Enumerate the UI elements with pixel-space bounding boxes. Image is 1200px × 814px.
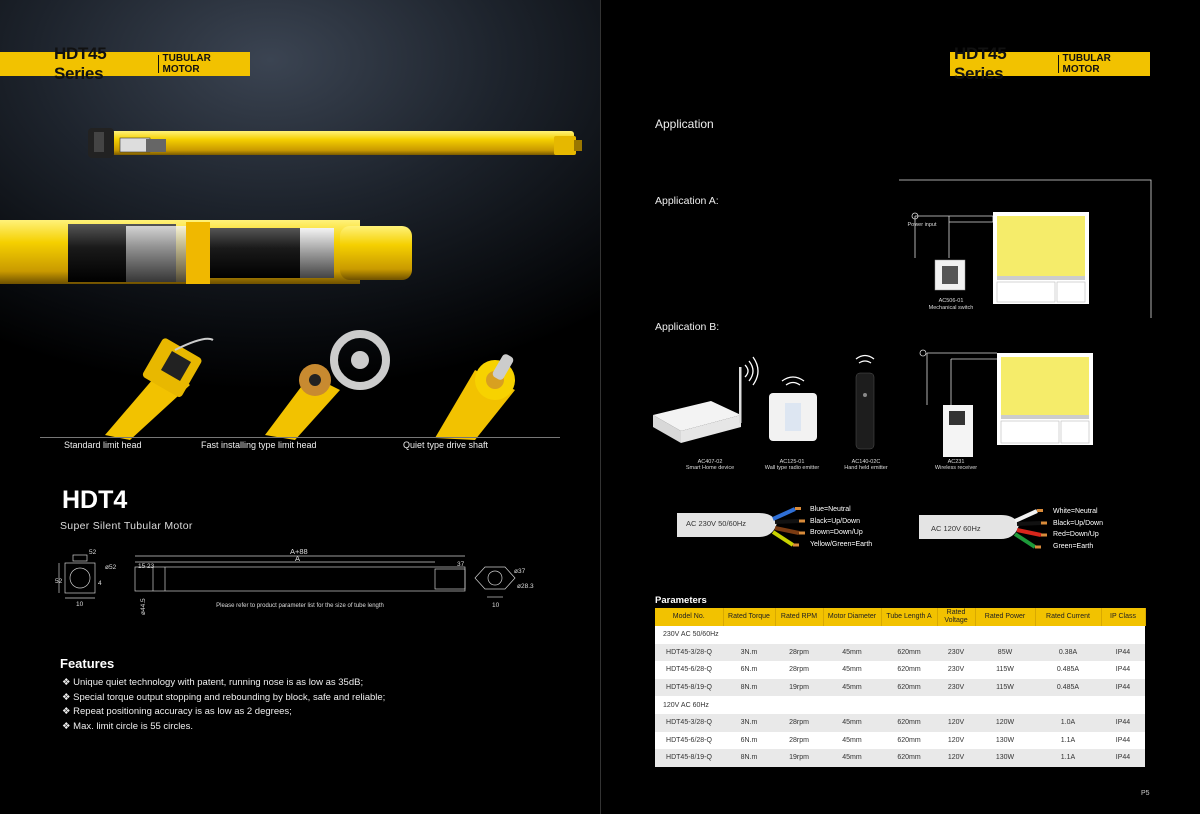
table-cell: 1.1A [1035,732,1101,750]
series-banner-right [950,44,1150,83]
table-cell: 19rpm [775,749,823,767]
table-cell: 0.38A [1035,644,1101,662]
features-list [62,676,385,734]
column-header: Rated RPM [775,608,823,626]
table-cell: 45mm [823,732,881,750]
table-cell: 45mm [823,749,881,767]
table-cell: 130W [975,732,1035,750]
cable-230v-wire [775,521,799,522]
table-cell: 120V [937,714,975,732]
table-cell: 45mm [823,679,881,697]
device-code-hand-held: AC140-02C [851,459,881,465]
dim-phi52: ø52 [105,564,117,571]
cable-230v-wire [773,532,793,545]
diamond-bullet-icon: ❖ [62,691,74,703]
table-cell: 620mm [881,679,937,697]
table-cell: HDT45-8/19-Q [655,749,723,767]
table-cell: 0.485A [1035,679,1101,697]
cable-230v-label: AC 230V 50/60Hz [686,519,747,528]
cable-230v-wire [775,528,799,533]
table-cell: 45mm [823,644,881,662]
table-cell: HDT45-3/28-Q [655,644,723,662]
table-cell: 115W [975,661,1035,679]
mechanical-switch-code: AC506-01 [938,298,964,304]
model-title: HDT4 [62,486,128,514]
parameters-title: Parameters [655,595,707,606]
table-cell: 230V [937,679,975,697]
table-cell: 85W [975,644,1035,662]
column-header: Model No. [655,608,723,626]
table-cell: IP44 [1101,749,1145,767]
wire-label: Black=Up/Down [810,517,860,525]
dim-phi37: ø37 [514,568,526,575]
motor-closeup-image [0,216,420,288]
application-a-diagram [899,178,1161,318]
wire-label: Red=Down/Up [1053,531,1099,538]
table-cell: HDT45-6/28-Q [655,732,723,750]
tube-length-note: Please refer to product parameter list for the size of tube length [216,603,384,609]
column-header: Rated Torque [723,608,775,626]
cable-120v-wire [1015,511,1037,521]
table-cell: IP44 [1101,679,1145,697]
dim-phi28-3: ø28.3 [517,583,534,590]
page-number: P5 [1141,790,1150,797]
dimension-drawing [55,545,545,625]
table-row [655,661,1145,679]
table-cell: 6N.m [723,732,775,750]
diamond-bullet-icon: ❖ [62,677,74,688]
device-code-receiver: AC231 [947,459,965,465]
wire-label: Blue=Neutral [810,506,851,513]
table-cell: IP44 [1101,644,1145,662]
table-cell: 28rpm [775,714,823,732]
cable-230v-wire-legend [810,504,872,550]
column-header: Rated Power [975,608,1035,626]
parameters-body [655,626,1145,767]
table-cell: 45mm [823,714,881,732]
caption-fast-installing-limit-head: Fast installing type limit head [201,440,317,450]
table-row [655,732,1145,750]
table-cell: HDT45-8/19-Q [655,679,723,697]
dim-10: 10 [76,601,84,608]
series-banner-left [0,44,250,83]
table-cell: 28rpm [775,732,823,750]
table-cell: 6N.m [723,661,775,679]
cable-120v-wire [1017,523,1041,524]
application-b-devices [651,345,1121,457]
feature-item: ❖ Unique quiet technology with patent, running nose is as low as 35dB; [62,677,364,688]
table-cell: 620mm [881,732,937,750]
dim-15: 15 [138,563,146,570]
application-b-title: Application B: [655,321,720,333]
cable-120v-label: AC 120V 60Hz [931,524,981,533]
series-name: HDT45 Series [54,44,107,83]
series-name: HDT45 Series [954,44,1007,83]
table-cell: 1.0A [1035,714,1101,732]
table-cell: 120V [937,732,975,750]
table-cell: HDT45-3/28-Q [655,714,723,732]
feature-item: ❖ Max. limit circle is 55 circles. [62,720,193,732]
dim-a: A [295,554,301,563]
device-name-hand-held: Hand held emitter [844,465,888,471]
table-cell: IP44 [1101,661,1145,679]
banner-divider [1058,55,1059,73]
column-header: Tube Length A [881,608,937,626]
table-row [655,749,1145,767]
parameters-header-row [655,608,1145,626]
power-input-label: Power input [907,222,937,228]
right-page [600,0,1200,814]
group-label: 120V AC 60Hz [655,696,1145,714]
cable-230v-wire [773,509,795,519]
cable-120v-wire [1015,534,1035,547]
application-title: Application [655,117,714,131]
table-group-row [655,626,1145,644]
diamond-bullet-icon: ❖ [62,720,74,732]
standard-limit-head-image [95,330,215,440]
dim-52-top: 52 [89,549,97,556]
model-subtitle: Super Silent Tubular Motor [60,520,193,532]
table-cell: 620mm [881,644,937,662]
feature-item: ❖ Special torque output stopping and rebounding by block, safe and reliable; [62,691,386,703]
table-cell: 230V [937,644,975,662]
series-type: TUBULAR MOTOR [162,53,211,75]
dim-10-right: 10 [492,602,500,609]
fast-installing-limit-head-image [255,330,395,440]
table-cell: 230V [937,661,975,679]
wire-label: Green=Earth [1053,542,1094,550]
table-cell: 620mm [881,749,937,767]
table-cell: 1.1A [1035,749,1101,767]
device-name-wall-emitter: Wall type radio emitter [764,465,820,471]
wire-label: Black=Up/Down [1053,519,1103,527]
device-code-wall-emitter: AC125-01 [779,459,805,465]
dim-37: 37 [457,561,465,568]
table-cell: 8N.m [723,679,775,697]
table-cell: IP44 [1101,714,1145,732]
wire-label: Yellow/Green=Earth [810,540,873,548]
device-name-smart-home: Smart Home device [685,465,735,471]
table-cell: 115W [975,679,1035,697]
caption-quiet-drive-shaft: Quiet type drive shaft [403,440,489,450]
table-cell: 3N.m [723,644,775,662]
parameters-table [655,608,1146,767]
tubular-motor-image [84,126,588,166]
banner-divider [158,55,159,73]
table-cell: 8N.m [723,749,775,767]
series-type: TUBULAR MOTOR [1062,53,1111,75]
dim-phi44-5: ø44.5 [140,598,147,615]
mechanical-switch-name: Mechanical switch [928,305,974,311]
column-header: Motor Diameter [823,608,881,626]
features-title: Features [60,656,115,671]
table-row [655,644,1145,662]
table-group-row [655,696,1145,714]
table-row [655,714,1145,732]
table-cell: 620mm [881,714,937,732]
table-cell: 3N.m [723,714,775,732]
application-a-title: Application A: [655,195,719,207]
quiet-drive-shaft-image [435,350,545,440]
dim-23: 23 [147,563,155,570]
table-row [655,679,1145,697]
table-cell: 19rpm [775,679,823,697]
dim-a-plus-88: A+88 [290,547,308,556]
wire-label: White=Neutral [1053,508,1098,515]
table-cell: HDT45-6/28-Q [655,661,723,679]
table-cell: 28rpm [775,644,823,662]
table-cell: 120W [975,714,1035,732]
diamond-bullet-icon: ❖ [62,706,74,717]
device-code-smart-home: AC407-02 [697,459,723,465]
dim-4: 4 [98,580,102,587]
group-label: 230V AC 50/60Hz [655,626,1145,644]
table-cell: 130W [975,749,1035,767]
table-cell: 620mm [881,661,937,679]
column-header: IP Class [1101,608,1145,626]
table-cell: 45mm [823,661,881,679]
table-cell: 120V [937,749,975,767]
table-cell: 28rpm [775,661,823,679]
caption-standard-limit-head: Standard limit head [64,440,142,450]
cable-120v-wire [1017,530,1041,535]
table-cell: IP44 [1101,732,1145,750]
table-cell: 0.485A [1035,661,1101,679]
column-header: Rated Current [1035,608,1101,626]
feature-item: ❖ Repeat positioning accuracy is as low as 2 degrees; [62,706,292,717]
dim-52-side: 52 [55,578,63,585]
cable-120v-wire-legend [1053,506,1103,552]
device-name-receiver: Wireless receiver [934,465,978,471]
wire-label: Brown=Down/Up [810,529,863,536]
column-header: Rated Voltage [937,608,975,626]
